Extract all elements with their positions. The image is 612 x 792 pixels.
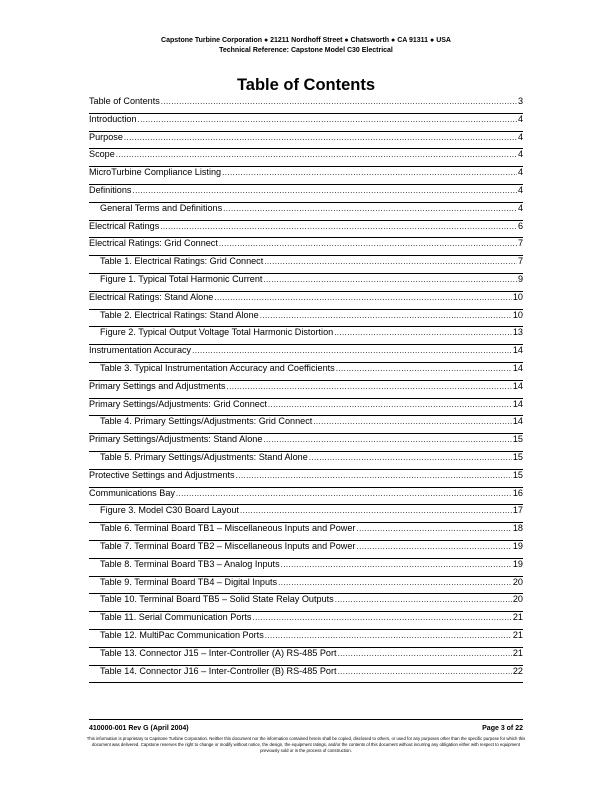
toc-entry[interactable]: [89, 612, 523, 630]
toc-entry-label: Protective Settings and Adjustments: [89, 469, 235, 480]
toc-dot-leader: [356, 524, 511, 533]
toc-entry-page: 6: [517, 220, 523, 231]
toc-entry-label: Electrical Ratings: Stand Alone: [89, 291, 214, 302]
toc-dot-leader: [124, 133, 517, 142]
toc-dot-leader: [281, 560, 512, 569]
toc-dot-leader: [223, 204, 517, 213]
toc-entry-label: Figure 3. Model C30 Board Layout: [100, 505, 240, 516]
toc-entry[interactable]: [89, 310, 523, 328]
toc-dot-leader: [252, 613, 511, 622]
toc-entry-page: 22: [512, 665, 523, 676]
toc-entry-label: Definitions: [89, 184, 132, 195]
footer-divider: [89, 719, 523, 720]
toc-dot-leader: [132, 186, 516, 195]
toc-entry[interactable]: [89, 185, 523, 203]
toc-entry-page: 4: [517, 113, 523, 124]
toc-entry[interactable]: [89, 559, 523, 577]
toc-entry[interactable]: [89, 416, 523, 434]
toc-entry-page: 15: [512, 434, 523, 445]
toc-entry-page: 13: [512, 327, 523, 338]
toc-dot-leader: [160, 222, 517, 231]
toc-entry[interactable]: [89, 399, 523, 417]
toc-entry-page: 17: [512, 505, 523, 516]
toc-entry-label: Table 12. MultiPac Communication Ports: [100, 629, 264, 640]
header-reference-line: Technical Reference: Capstone Model C30 Electrical: [219, 47, 393, 54]
toc-entry[interactable]: [89, 274, 523, 292]
toc-dot-leader: [268, 400, 512, 409]
page-title: Table of Contents: [236, 76, 376, 94]
toc-entry-page: 21: [512, 647, 523, 658]
toc-entry-page: 14: [512, 345, 523, 356]
toc-entry[interactable]: [89, 203, 523, 221]
toc-entry[interactable]: [89, 434, 523, 452]
toc-entry-label: General Terms and Definitions: [100, 202, 223, 213]
toc-entry-page: 14: [512, 362, 523, 373]
toc-entry[interactable]: [89, 452, 523, 470]
toc-entry-page: 16: [512, 487, 523, 498]
toc-entry-label: Table 5. Primary Settings/Adjustments: Stand Alone: [100, 451, 308, 462]
toc-entry[interactable]: [89, 238, 523, 256]
toc-entry-page: 14: [512, 398, 523, 409]
toc-entry[interactable]: [89, 114, 523, 132]
toc-entry-label: Table 13. Connector J15 – Inter-Controller (A) RS-485 Port: [100, 647, 337, 658]
toc-dot-leader: [263, 275, 517, 284]
toc-entry-label: Table 9. Terminal Board TB4 – Digital Inputs: [100, 576, 278, 587]
toc-entry[interactable]: [89, 470, 523, 488]
toc-entry-label: Table 14. Connector J16 – Inter-Controller (B) RS-485 Port: [100, 665, 337, 676]
toc-entry-page: 4: [517, 131, 523, 142]
toc-entry-label: Table 3. Typical Instrumentation Accuracy and Coefficients: [100, 362, 335, 373]
toc-dot-leader: [176, 489, 512, 498]
toc-entry-page: 19: [512, 558, 523, 569]
toc-dot-leader: [219, 239, 517, 248]
toc-entry[interactable]: [89, 149, 523, 167]
footer-doc-number: 410000-001 Rev G (April 2004): [89, 725, 189, 732]
toc-entry[interactable]: [89, 577, 523, 595]
toc-entry-page: 19: [512, 540, 523, 551]
toc-entry-page: 14: [512, 380, 523, 391]
toc-entry[interactable]: [89, 523, 523, 541]
toc-entry[interactable]: [89, 541, 523, 559]
toc-entry-page: 7: [517, 256, 523, 267]
toc-dot-leader: [214, 293, 512, 302]
toc-entry-page: 10: [512, 291, 523, 302]
toc-entry-label: Electrical Ratings: [89, 220, 160, 231]
toc-dot-leader: [226, 382, 511, 391]
toc-entry-label: Table of Contents: [89, 96, 160, 106]
footer-proprietary-notice: This information is proprietary to Capstone Turbine Corporation. Neither this document nor the information contained herein shall be copied, disclosed to others, or used for any purposes other than the specific purpose for which this document was delivered. Capstone reserves the right to change or modify without notice, the design, the equipment ratings, and/or the contents of this document without incurring any obligation either with respect to equipment previously sold or in the process of construction.: [86, 736, 526, 753]
toc-entry-page: 4: [517, 167, 523, 178]
toc-entry-page: 4: [517, 184, 523, 195]
toc-entry-label: Table 7. Terminal Board TB2 – Miscellaneous Inputs and Power: [100, 540, 356, 551]
toc-entry[interactable]: [89, 167, 523, 185]
toc-dot-leader: [222, 168, 517, 177]
toc-entry-label: Communications Bay: [89, 487, 175, 498]
toc-entry-page: 18: [512, 523, 523, 534]
toc-entry-page: 15: [512, 469, 523, 480]
toc-entry-label: Table 2. Electrical Ratings: Stand Alone: [100, 309, 259, 320]
toc-entry-page: 10: [512, 309, 523, 320]
toc-dot-leader: [313, 417, 512, 426]
toc-dot-leader: [240, 506, 512, 515]
toc-entry-label: Figure 2. Typical Output Voltage Total Harmonic Distortion: [100, 327, 334, 338]
toc-dot-leader: [263, 435, 512, 444]
toc-entry-page: 3: [517, 96, 523, 106]
toc-entry-label: Introduction: [89, 113, 137, 124]
toc-entry[interactable]: [89, 256, 523, 274]
toc-dot-leader: [260, 311, 512, 320]
toc-entry-label: Purpose: [89, 131, 123, 142]
toc-entry[interactable]: [89, 381, 523, 399]
toc-entry-label: Table 1. Electrical Ratings: Grid Connect: [100, 256, 264, 267]
toc-entry-page: 21: [512, 629, 523, 640]
header-company-line: Capstone Turbine Corporation ● 21211 Nordhoff Street ● Chatsworth ● CA 91311 ● USA: [161, 37, 451, 44]
toc-dot-leader: [192, 346, 512, 355]
toc-entry-page: 14: [512, 416, 523, 427]
toc-entry-page: 15: [512, 451, 523, 462]
toc-entry[interactable]: [89, 327, 523, 345]
toc-entry[interactable]: [89, 648, 523, 666]
toc-dot-leader: [116, 150, 517, 159]
toc-entry-page: 7: [517, 238, 523, 249]
toc-dot-leader: [338, 667, 512, 676]
toc-entry[interactable]: [89, 488, 523, 506]
toc-dot-leader: [265, 631, 512, 640]
toc-entry[interactable]: [89, 221, 523, 239]
toc-entry-page: 21: [512, 612, 523, 623]
toc-entry-label: Instrumentation Accuracy: [89, 345, 192, 356]
toc-entry-page: 4: [517, 202, 523, 213]
toc-dot-leader: [356, 542, 511, 551]
toc-dot-leader: [236, 471, 512, 480]
toc-entry[interactable]: [89, 345, 523, 363]
toc-entry-label: Figure 1. Typical Total Harmonic Current: [100, 273, 263, 284]
toc-dot-leader: [264, 257, 517, 266]
toc-dot-leader: [161, 97, 517, 106]
toc-entry-label: Table 4. Primary Settings/Adjustments: Grid Connect: [100, 416, 313, 427]
toc-dot-leader: [138, 115, 517, 124]
toc-entry-label: Table 10. Terminal Board TB5 – Solid State Relay Outputs: [100, 594, 334, 605]
toc-dot-leader: [335, 595, 512, 604]
toc-entry-page: 20: [512, 576, 523, 587]
toc-entry[interactable]: [89, 363, 523, 381]
toc-entry[interactable]: [89, 292, 523, 310]
toc-entry-page: 9: [517, 273, 523, 284]
toc-entry-label: Scope: [89, 149, 115, 160]
toc-entry-label: Primary Settings and Adjustments: [89, 380, 226, 391]
toc-entry-label: Electrical Ratings: Grid Connect: [89, 238, 218, 249]
toc-entry-label: Primary Settings/Adjustments: Stand Alone: [89, 434, 263, 445]
toc-entry[interactable]: [89, 505, 523, 523]
toc-dot-leader: [309, 453, 512, 462]
toc-entry-label: Table 11. Serial Communication Ports: [100, 612, 252, 623]
toc-entry-label: Primary Settings/Adjustments: Grid Connect: [89, 398, 267, 409]
toc-dot-leader: [278, 578, 512, 587]
toc-entry-page: 20: [512, 594, 523, 605]
table-of-contents: [89, 96, 523, 683]
toc-entry-label: Table 8. Terminal Board TB3 – Analog Inputs: [100, 558, 280, 569]
toc-dot-leader: [336, 364, 512, 373]
toc-entry[interactable]: [89, 630, 523, 648]
toc-entry-page: 4: [517, 149, 523, 160]
page-header: [0, 36, 612, 56]
toc-dot-leader: [334, 328, 512, 337]
toc-entry[interactable]: [89, 666, 523, 684]
toc-entry[interactable]: [89, 132, 523, 150]
toc-entry[interactable]: [89, 594, 523, 612]
toc-entry-label: Table 6. Terminal Board TB1 – Miscellaneous Inputs and Power: [100, 523, 356, 534]
toc-dot-leader: [338, 649, 512, 658]
footer-page-info: Page 3 of 22: [482, 725, 523, 732]
toc-entry-label: MicroTurbine Compliance Listing: [89, 167, 222, 178]
toc-entry[interactable]: [89, 96, 523, 114]
